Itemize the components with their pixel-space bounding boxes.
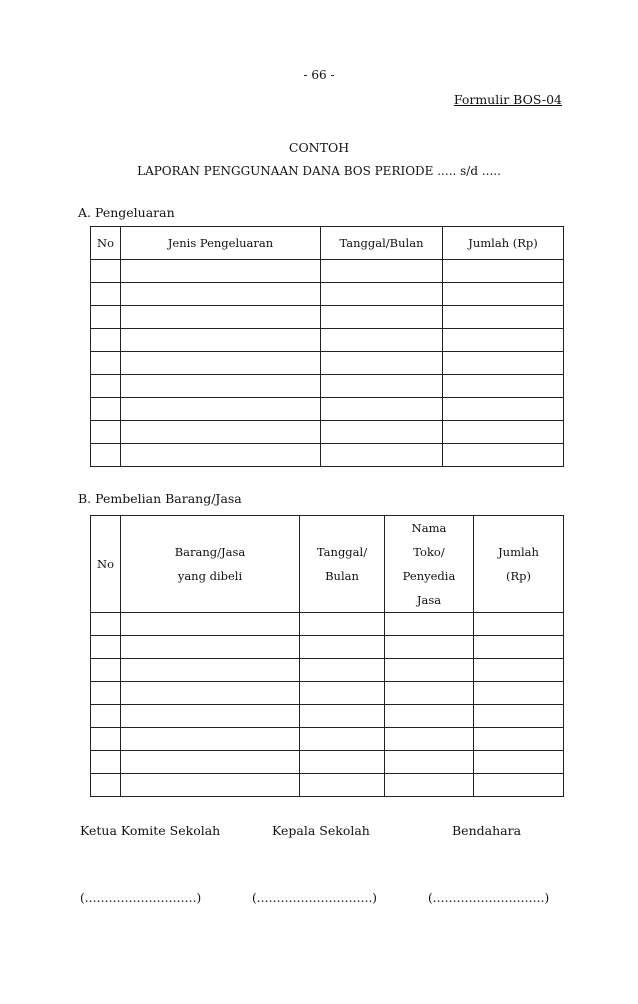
- table-row: [91, 329, 564, 352]
- table-cell: [443, 283, 564, 306]
- table-cell: [121, 398, 321, 421]
- column-header-jenis-pengeluaran: Jenis Pengeluaran: [121, 227, 321, 260]
- table-cell: [91, 352, 121, 375]
- table-row: [91, 421, 564, 444]
- table-cell: [121, 751, 300, 774]
- column-header-jumlah: Jumlah (Rp): [443, 227, 564, 260]
- table-cell: [121, 659, 300, 682]
- table-cell: [91, 283, 121, 306]
- table-cell: [91, 306, 121, 329]
- section-a-heading: A. Pengeluaran: [78, 205, 175, 220]
- table-cell: [300, 751, 385, 774]
- table-cell: [121, 352, 321, 375]
- table-cell: [300, 636, 385, 659]
- table-row: [91, 283, 564, 306]
- column-header-barang-jasa: Barang/Jasa yang dibeli: [121, 516, 300, 613]
- table-cell: [121, 613, 300, 636]
- column-header-jumlah: Jumlah (Rp): [474, 516, 564, 613]
- expenditure-table: [90, 226, 564, 467]
- table-cell: [385, 613, 474, 636]
- table-cell: [443, 260, 564, 283]
- table-cell: [443, 398, 564, 421]
- table-cell: [91, 260, 121, 283]
- table-cell: [385, 659, 474, 682]
- table-cell: [321, 260, 443, 283]
- table-row: [91, 728, 564, 751]
- table-cell: [443, 421, 564, 444]
- table-cell: [321, 421, 443, 444]
- form-code: Formulir BOS-04: [453, 92, 562, 107]
- table-cell: [321, 444, 443, 467]
- table-row: [91, 751, 564, 774]
- table-row: [91, 444, 564, 467]
- table-cell: [91, 705, 121, 728]
- table-cell: [474, 751, 564, 774]
- table-cell: [121, 728, 300, 751]
- table-cell: [91, 774, 121, 797]
- table-cell: [121, 421, 321, 444]
- table-cell: [385, 774, 474, 797]
- table-cell: [321, 375, 443, 398]
- table-cell: [321, 352, 443, 375]
- table-cell: [300, 682, 385, 705]
- table-cell: [121, 306, 321, 329]
- table-cell: [91, 398, 121, 421]
- table-cell: [300, 613, 385, 636]
- table-cell: [91, 444, 121, 467]
- table-cell: [474, 636, 564, 659]
- column-header-no: No: [91, 227, 121, 260]
- signature-blank-kepala-sekolah: (………………………..): [252, 891, 377, 905]
- column-header-tanggal-bulan: Tanggal/ Bulan: [300, 516, 385, 613]
- table-cell: [300, 774, 385, 797]
- table-cell: [321, 306, 443, 329]
- table-cell: [121, 283, 321, 306]
- table-cell: [300, 705, 385, 728]
- column-header-nama-toko: Nama Toko/ Penyedia Jasa: [385, 516, 474, 613]
- table-row: [91, 352, 564, 375]
- table-row: [91, 705, 564, 728]
- column-header-no: No: [91, 516, 121, 613]
- table-cell: [443, 375, 564, 398]
- table-row: [91, 306, 564, 329]
- table-cell: [321, 283, 443, 306]
- table-cell: [121, 444, 321, 467]
- table-row: [91, 682, 564, 705]
- document-title: CONTOH: [288, 140, 350, 155]
- signature-blank-bendahara: (……………………….): [428, 891, 550, 905]
- table-cell: [121, 329, 321, 352]
- table-row: [91, 636, 564, 659]
- table-cell: [121, 260, 321, 283]
- table-cell: [474, 774, 564, 797]
- table-cell: [91, 728, 121, 751]
- table-row: [91, 774, 564, 797]
- table-cell: [474, 705, 564, 728]
- table-row: [91, 659, 564, 682]
- table-cell: [474, 659, 564, 682]
- table-cell: [321, 398, 443, 421]
- table-cell: [474, 682, 564, 705]
- table-cell: [91, 682, 121, 705]
- table-cell: [91, 751, 121, 774]
- table-cell: [385, 636, 474, 659]
- signature-label-bendahara: Bendahara: [452, 823, 522, 838]
- table-cell: [91, 421, 121, 444]
- table-cell: [91, 613, 121, 636]
- table-cell: [321, 329, 443, 352]
- table-cell: [385, 682, 474, 705]
- table-cell: [385, 728, 474, 751]
- column-header-tanggal-bulan: Tanggal/Bulan: [321, 227, 443, 260]
- table-cell: [300, 728, 385, 751]
- table-cell: [121, 375, 321, 398]
- table-cell: [91, 375, 121, 398]
- signature-blank-ketua-komite: (……………………….): [80, 891, 202, 905]
- table-cell: [300, 659, 385, 682]
- table-cell: [443, 329, 564, 352]
- table-cell: [474, 613, 564, 636]
- purchase-table: [90, 515, 564, 797]
- signature-label-kepala-sekolah: Kepala Sekolah: [272, 823, 370, 838]
- table-cell: [443, 306, 564, 329]
- table-row: [91, 613, 564, 636]
- table-cell: [443, 352, 564, 375]
- table-cell: [385, 705, 474, 728]
- section-b-heading: B. Pembelian Barang/Jasa: [78, 491, 242, 506]
- table-cell: [121, 705, 300, 728]
- page-number: - 66 -: [303, 68, 335, 82]
- table-cell: [474, 728, 564, 751]
- table-cell: [91, 636, 121, 659]
- table-cell: [385, 751, 474, 774]
- table-row: [91, 398, 564, 421]
- table-cell: [121, 682, 300, 705]
- signature-label-ketua-komite: Ketua Komite Sekolah: [80, 823, 221, 838]
- table-cell: [91, 329, 121, 352]
- table-cell: [121, 774, 300, 797]
- table-cell: [443, 444, 564, 467]
- table-row: [91, 375, 564, 398]
- table-cell: [91, 659, 121, 682]
- document-subtitle: LAPORAN PENGGUNAAN DANA BOS PERIODE ..... s/d .....: [137, 164, 501, 178]
- table-row: [91, 260, 564, 283]
- table-cell: [121, 636, 300, 659]
